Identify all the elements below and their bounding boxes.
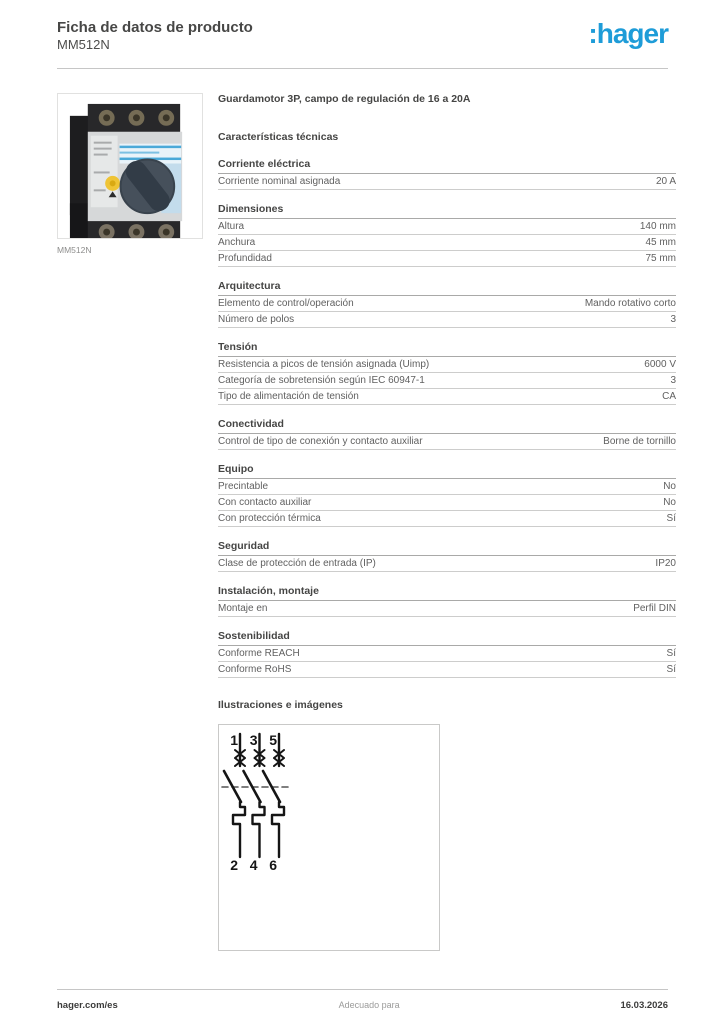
header xyxy=(57,19,668,53)
spec-section-heading: Arquitectura xyxy=(218,280,676,296)
header-divider xyxy=(57,68,668,69)
spec-row-value: IP20 xyxy=(655,558,676,569)
spec-row xyxy=(218,495,676,511)
spec-row-label: Tipo de alimentación de tensión xyxy=(218,391,359,402)
spec-section-heading: Tensión xyxy=(218,341,676,357)
footer-website: hager.com/es xyxy=(57,1000,118,1011)
spec-section-heading: Conectividad xyxy=(218,418,676,434)
spec-row-label: Elemento de control/operación xyxy=(218,298,354,309)
photo-column xyxy=(57,93,204,951)
spec-row-label: Número de polos xyxy=(218,314,295,325)
spec-section-heading: Instalación, montaje xyxy=(218,585,676,601)
spec-row xyxy=(218,251,676,267)
tech-characteristics-title: Características técnicas xyxy=(218,131,339,143)
page-title: Ficha de datos de producto xyxy=(57,19,253,36)
spec-row-label: Con protección térmica xyxy=(218,513,321,524)
hager-logo: :hager xyxy=(588,18,668,49)
spec-row-value: CA xyxy=(662,391,676,402)
spec-row-label: Con contacto auxiliar xyxy=(218,497,312,508)
spec-row xyxy=(218,556,676,572)
spec-section-rows xyxy=(218,357,676,405)
spec-row-value: Sí xyxy=(666,648,676,659)
spec-row-value: 3 xyxy=(670,314,676,325)
terminal-label-2: 2 xyxy=(230,857,238,873)
spec-section xyxy=(218,463,676,527)
spec-row-value: 20 A xyxy=(655,176,676,187)
spec-row-value: 6000 V xyxy=(644,359,676,370)
spec-section-rows xyxy=(218,479,676,527)
spec-row xyxy=(218,511,676,527)
header-titles xyxy=(57,19,253,53)
spec-row-value: 45 mm xyxy=(645,237,676,248)
spec-row-label: Corriente nominal asignada xyxy=(218,176,341,187)
spec-row xyxy=(218,662,676,678)
spec-section xyxy=(218,418,676,450)
spec-row-label: Clase de protección de entrada (IP) xyxy=(218,558,376,569)
spec-sections xyxy=(218,158,676,678)
spec-section xyxy=(218,280,676,328)
spec-row-value: Borne de tornillo xyxy=(603,436,676,447)
spec-row xyxy=(218,601,676,617)
photo-caption: MM512N xyxy=(57,245,92,255)
spec-section xyxy=(218,540,676,572)
spec-row xyxy=(218,357,676,373)
spec-row-value: Sí xyxy=(666,513,676,524)
spec-row-value: 75 mm xyxy=(645,253,676,264)
product-title: Guardamotor 3P, campo de regulación de 16 a 20A xyxy=(218,93,471,105)
spec-section-heading: Corriente eléctrica xyxy=(218,158,676,174)
spec-row xyxy=(218,434,676,450)
spec-row xyxy=(218,174,676,190)
spec-section xyxy=(218,630,676,678)
spec-section-rows xyxy=(218,556,676,572)
terminal-label-5: 5 xyxy=(269,732,277,748)
spec-row-value: Perfil DIN xyxy=(633,603,676,614)
spec-section xyxy=(218,341,676,405)
spec-row xyxy=(218,235,676,251)
spec-row xyxy=(218,219,676,235)
spec-row-label: Control de tipo de conexión y contacto auxiliar xyxy=(218,436,423,447)
three-pole-schematic-icon xyxy=(219,725,439,950)
spec-row xyxy=(218,646,676,662)
terminal-label-3: 3 xyxy=(249,732,258,748)
footer xyxy=(57,989,668,1011)
wiring-diagram xyxy=(218,724,440,951)
spec-row-value: No xyxy=(663,481,676,492)
product-reference: MM512N xyxy=(57,37,110,52)
spec-row-label: Precintable xyxy=(218,481,269,492)
spec-row-value: 140 mm xyxy=(639,221,676,232)
spec-section-rows xyxy=(218,601,676,617)
spec-column xyxy=(218,93,676,951)
product-photo xyxy=(57,93,203,239)
spec-row-value: No xyxy=(663,497,676,508)
spec-row-label: Conforme RoHS xyxy=(218,664,292,675)
motor-breaker-photo-icon xyxy=(58,94,202,238)
terminal-label-4: 4 xyxy=(249,857,258,873)
illustrations-title: Ilustraciones e imágenes xyxy=(218,699,343,711)
spec-section-rows xyxy=(218,174,676,190)
terminal-label-1: 1 xyxy=(230,732,238,748)
spec-section-heading: Seguridad xyxy=(218,540,676,556)
spec-section-heading: Sostenibilidad xyxy=(218,630,676,646)
spec-row xyxy=(218,312,676,328)
spec-row-value: Sí xyxy=(666,664,676,675)
spec-row-label: Anchura xyxy=(218,237,256,248)
spec-row-label: Conforme REACH xyxy=(218,648,300,659)
spec-row-label: Resistencia a picos de tensión asignada (Uimp) xyxy=(218,359,430,370)
spec-row xyxy=(218,479,676,495)
spec-section-heading: Dimensiones xyxy=(218,203,676,219)
footer-center-text: Adecuado para xyxy=(338,1000,400,1010)
spec-row xyxy=(218,389,676,405)
spec-section-rows xyxy=(218,219,676,267)
spec-row-label: Altura xyxy=(218,221,245,232)
main-content xyxy=(57,93,676,951)
spec-section xyxy=(218,203,676,267)
spec-section xyxy=(218,158,676,190)
spec-section-heading: Equipo xyxy=(218,463,676,479)
spec-section-rows xyxy=(218,646,676,678)
spec-section-rows xyxy=(218,296,676,328)
terminal-label-6: 6 xyxy=(269,857,277,873)
spec-row-label: Montaje en xyxy=(218,603,268,614)
spec-row-label: Profundidad xyxy=(218,253,272,264)
spec-row-label: Categoría de sobretensión según IEC 60947-1 xyxy=(218,375,425,386)
spec-row xyxy=(218,296,676,312)
spec-section xyxy=(218,585,676,617)
footer-date: 16.03.2026 xyxy=(620,1000,668,1011)
spec-section-rows xyxy=(218,434,676,450)
spec-row-value: 3 xyxy=(670,375,676,386)
spec-row-value: Mando rotativo corto xyxy=(584,298,676,309)
spec-row xyxy=(218,373,676,389)
